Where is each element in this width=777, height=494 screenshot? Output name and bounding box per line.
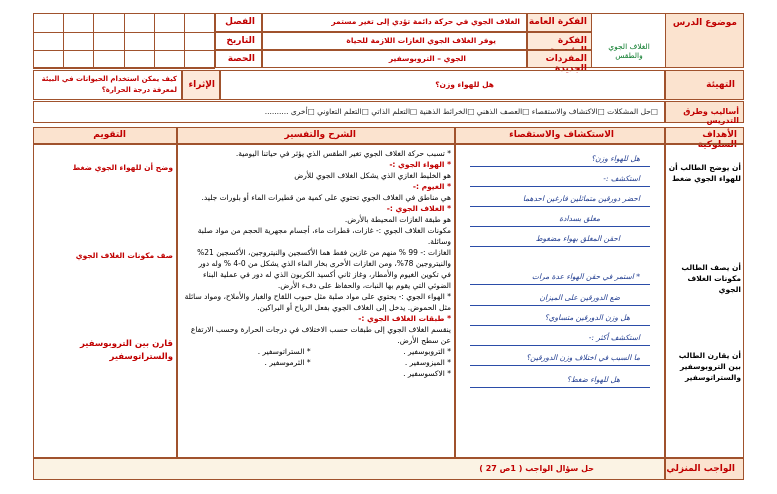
objective-3: أن يقارن الطالب بين التروبوسفير والستراتوسفير [678,351,741,382]
topic-label: موضوع الدرس [672,18,737,28]
homework-label-cell [665,458,744,480]
underline [470,387,650,388]
layer-3: * الميزوسفير . [404,358,451,367]
inquiry-line-5: احقن المغلق بهواء مضغوط [535,234,620,243]
col-evaluation-label: التقويم [93,130,126,140]
explanation-line-4: * الغيوم :- [412,182,451,191]
col-objectives-header [665,127,744,150]
key-idea-label: الفكرة [557,36,587,46]
topic-value: الغلاف الجوي والطقس [608,42,650,60]
intro-question-cell [220,70,665,100]
col-evaluation-header [33,127,177,144]
main-idea-value: الغلاف الجوي في حركة دائمة تؤدي إلى تغير مستمر [331,17,520,26]
enrich-text: كيف يمكن استخدام الحيوانات في البيئة لمعرفة درجة الحرارة؟ [41,75,177,94]
underline [470,186,650,187]
explanation-line-8: مكونات الغلاف الجوي :- غازات، قطرات ماء، أجسام مجهرية الحجم من مواد صلبة وسائلة. [197,226,451,246]
layer-4: * الثرموسفير . [264,358,311,367]
main-idea-label: الفكرة العامة [528,17,587,27]
inquiry-line-8: هل وزن الدورقين متساوي؟ [544,313,630,322]
objective-2: أن يصف الطالب مكونات الغلاف الجوي [681,263,741,294]
methods-items: □حل المشكلات □الاكتشاف والاستقصاء □العصف الذهني □الخرائط الذهنية □التعلم الذاتي □التعلم التعاوني □أخرى .......... [264,107,658,116]
intro-label-cell [665,70,744,100]
explanation-line-7: هو طبقة الغازات المحيطة بالأرض. [344,215,451,224]
date-label: التاريخ [226,36,255,46]
topic-label-cell [665,13,744,68]
col-explanation-label: الشرح والتفسير [284,130,356,140]
key-idea-label-cell [527,32,592,50]
underline [470,226,650,227]
methods-label: أساليب وطرق التدريس [683,107,739,125]
inquiry-line-10: ما السبب في اختلاف وزن الدورقين؟ [526,353,640,362]
evaluation-3: قارن بين التروبوسفير والستراتوسفير [79,339,173,362]
inquiry-notes [460,150,660,450]
homework-label: الواجب المنزلي [666,464,735,474]
objectives-cell [665,144,744,458]
inquiry-line-11: هل للهواء ضغط؟ [566,375,620,384]
explanation-line-3: هو الخليط الغازي الذي يشكل الغلاف الجوي للأرض [294,171,451,180]
explanation-line-1: * تسبب حركة الغلاف الجوي تغير الطقس الذي يؤثر في حياتنا اليومية. [235,149,451,158]
evaluation-cell [33,144,177,458]
vocab-label: المفردات الجديدة [545,54,587,74]
underline [470,166,650,167]
intro-label: التهيئة [706,80,735,90]
class-label: الفصل [225,17,255,27]
explanation-line-11: * الهواء الجوي :- يحتوي على مواد صلبة مثل حبوب اللقاح والغبار والأملاح، ومواد سائلة مثل الحموض. يدخل إلى الغلاف الجوي بفعل الرياح أو البراكين. [184,292,451,312]
date-label-cell [215,32,262,50]
layer-5: * الاكسوسفير . [403,369,451,378]
explanation-line-10: في تكوين الغيوم والأمطار، وغاز ثاني أكسيد الكربون الذي له دور في عملية البناء الضوئي التي يقوم بها النبات، والحفاظ على دفء الأرض. [203,270,451,290]
vocab-value: الجوي – التروبوسفير [388,54,466,63]
explanation-text [181,148,451,456]
inquiry-line-7: ضع الدورقين على الميزان [539,293,620,302]
inquiry-line-4: مغلق بسدادة [559,214,600,223]
explanation-line-9: الغازات :- 99 % منهم من غازين فقط هما الأكسجين والنيتروجين، الأكسجين 21% والنيتروجين 78%، ومن الغازات الأخرى بخار الماء الذي يشكل من 0-4 % وله دور [197,248,451,268]
methods-label-cell [665,101,744,123]
homework-text: حل سؤال الواجب ( 1ص 27 ) [479,464,594,473]
evaluation-1: وضح أن للهواء الجوي ضغط [72,163,173,172]
underline [470,325,650,326]
vocab-value-cell [262,50,527,68]
intro-question: هل للهواء وزن؟ [435,80,494,89]
underline [470,246,650,247]
inquiry-line-1: هل للهواء وزن؟ [591,154,640,163]
col-objectives-label: الأهداف السلوكية [697,130,737,150]
explanation-line-6: * الغلاف الجوي :- [386,204,451,213]
explanation-line-12: * طبقات الغلاف الجوي :- [358,314,451,323]
session-label: الحصة [227,54,255,64]
underline [470,365,650,366]
key-idea-value: يوفر الغلاف الجوي الغازات اللازمة للحياة [346,36,496,45]
vocab-label-cell [527,50,592,74]
layer-1: * التروبوسفير . [403,347,451,356]
underline [470,206,650,207]
inquiry-line-2: استكشف :- [603,174,640,183]
main-idea-value-cell [262,13,527,32]
col-explanation-header [177,127,455,144]
session-label-cell [215,50,262,68]
explanation-line-5: هي مناطق في الغلاف الجوي تحتوي على كمية من قطيرات الماء أو بلورات جليد. [201,193,451,202]
layers-list [181,346,451,379]
underline [470,284,650,285]
inquiry-line-9: استكشف أكثر :- [588,333,640,342]
explanation-line-2: * الهواء الجوي :- [389,160,451,169]
layer-2: * الستراتوسفير . [257,347,311,356]
key-idea-value-cell [262,32,527,50]
enrich-label: الإثراء [188,80,215,90]
objective-1: أن يوضح الطالب أن للهواء الجوي ضغط [668,163,741,183]
underline [470,305,650,306]
explanation-line-13: ينقسم الغلاف الجوي إلى طبقات حسب الاختلاف في درجات الحرارة وحسب الارتفاع عن سطح الأرض. [190,325,451,345]
enrich-label-cell [182,70,220,100]
main-idea-label-cell [527,13,592,32]
header-grid [33,13,215,68]
inquiry-line-6: * استمر في حقن الهواء عدة مرات [531,272,640,281]
inquiry-line-3: احضر دورقين متماثلين فارغين احدهما [522,194,640,203]
enrich-text-cell [33,70,182,100]
col-inquiry-label: الاستكشاف والاستقصاء [509,130,614,140]
col-inquiry-header [455,127,665,144]
class-label-cell [215,13,262,32]
underline [470,345,650,346]
homework-text-cell [33,458,665,480]
evaluation-2: صف مكونات الغلاف الجوي [75,251,173,260]
methods-items-cell [33,101,665,123]
